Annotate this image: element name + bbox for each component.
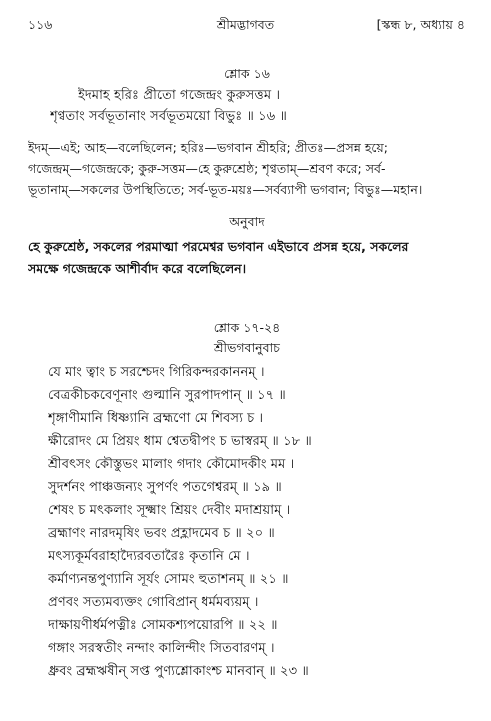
verse-line: কর্মাণ্যনন্তপুণ্যানি সূর্যং সোমং হুতাশনম্ ॥ ২১ ॥ xyxy=(48,572,289,587)
verse-line: গঙ্গাং সরস্বতীং নন্দাং কালিন্দীং সিতবারণম্ । xyxy=(48,641,275,656)
verse-line: বেত্রকীচকবেণূনাং গুল্মানি সুরপাদপান্ ॥ ১৭ ॥ xyxy=(48,388,286,403)
page-number: ১১৬ xyxy=(28,17,53,32)
translation-line: সমক্ষে গজেন্দ্রকে আশীর্বাদ করে বলেছিলেন। xyxy=(28,261,247,276)
book-title: শ্রীমদ্ভাগবত xyxy=(216,17,275,32)
chapter-reference: [স্কন্ধ ৮, অধ্যায় ৪ xyxy=(376,17,465,32)
shloka-17-24-heading: শ্লোক ১৭-২৪ xyxy=(213,320,281,335)
shloka-16-verse-line: শৃণ্বতাং সর্বভূতানাং সর্বভূতময়ো বিভুঃ ॥ ১৬ ॥ xyxy=(50,109,287,124)
verse-line: দাক্ষায়ণীর্ধর্মপত্নীঃ সোমকশ্যপয়োরপি ॥ ২২ ॥ xyxy=(48,618,278,633)
synonym-line: ইদম্—এই; আহ—বলেছিলেন; হরিঃ—ভগবান শ্রীহরি; প্রীতঃ—প্রসন্ন হয়ে; xyxy=(28,140,389,155)
verse-line: মৎস্যকূর্মবরাহাদ্যৈরবতারৈঃ কৃতানি মে । xyxy=(48,549,250,564)
synonym-line: ভূতানাম্—সকলের উপস্থিতিতে; সর্ব-ভূত-ময়ঃ—সর্বব্যাপী ভগবান; বিভুঃ—মহান। xyxy=(28,182,423,197)
verse-line: ধ্রুবং ব্রহ্মঋষীন্ সপ্ত পুণ্যশ্লোকাংশ্চ মানবান্ ॥ ২৩ ॥ xyxy=(48,664,309,679)
verse-line: শেষং চ মৎকলাং সূক্ষ্মাং শ্রিয়ং দেবীং মদাশ্রয়াম্ । xyxy=(48,503,291,518)
verse-line: ব্রহ্মাণং নারদমৃষিং ভবং প্রহ্লাদমেব চ ॥ ২০ ॥ xyxy=(48,526,275,541)
verse-line: শৃঙ্গাণীমানি ধিষ্ণ্যানি ব্রহ্মণো মে শিবস্য চ । xyxy=(48,411,264,426)
verse-line: সুদর্শনং পাঞ্চজন্যং সুপর্ণং পতগেশ্বরম্ ॥ ১৯ ॥ xyxy=(48,480,282,495)
translation-heading: অনুবাদ xyxy=(229,214,265,229)
speaker-heading: শ্রীভগবানুবাচ xyxy=(214,340,280,355)
verse-line: প্রণবং সত্যমব্যক্তং গোবিপ্রান্ ধর্মমব্যয়ম্ । xyxy=(48,595,259,610)
verse-line: শ্রীবৎসং কৌস্তুভং মালাং গদাং কৌমোদকীং মম । xyxy=(48,457,295,472)
shloka-16-heading: শ্লোক ১৬ xyxy=(224,66,270,81)
translation-line: হে কুরুশ্রেষ্ঠ, সকলের পরমাত্মা পরমেশ্বর ভগবান এইভাবে প্রসন্ন হয়ে, সকলের xyxy=(28,239,409,254)
synonym-line: গজেন্দ্রম্—গজেন্দ্রকে; কুরু-সত্তম—হে কুরুশ্রেষ্ঠ; শৃণ্বতাম্—শ্রবণ করে; সর্ব- xyxy=(28,161,386,176)
verse-line: ক্ষীরোদং মে প্রিয়ং ধাম শ্বেতদ্বীপং চ ভাস্বরম্ ॥ ১৮ ॥ xyxy=(48,434,312,449)
verse-line: যে মাং ত্বাং চ সরশ্চেদং গিরিকন্দরকাননম্ । xyxy=(48,365,265,380)
shloka-16-verse-line: ইদমাহ হরিঃ প্রীতো গজেন্দ্রং কুরুসত্তম । xyxy=(78,88,281,103)
